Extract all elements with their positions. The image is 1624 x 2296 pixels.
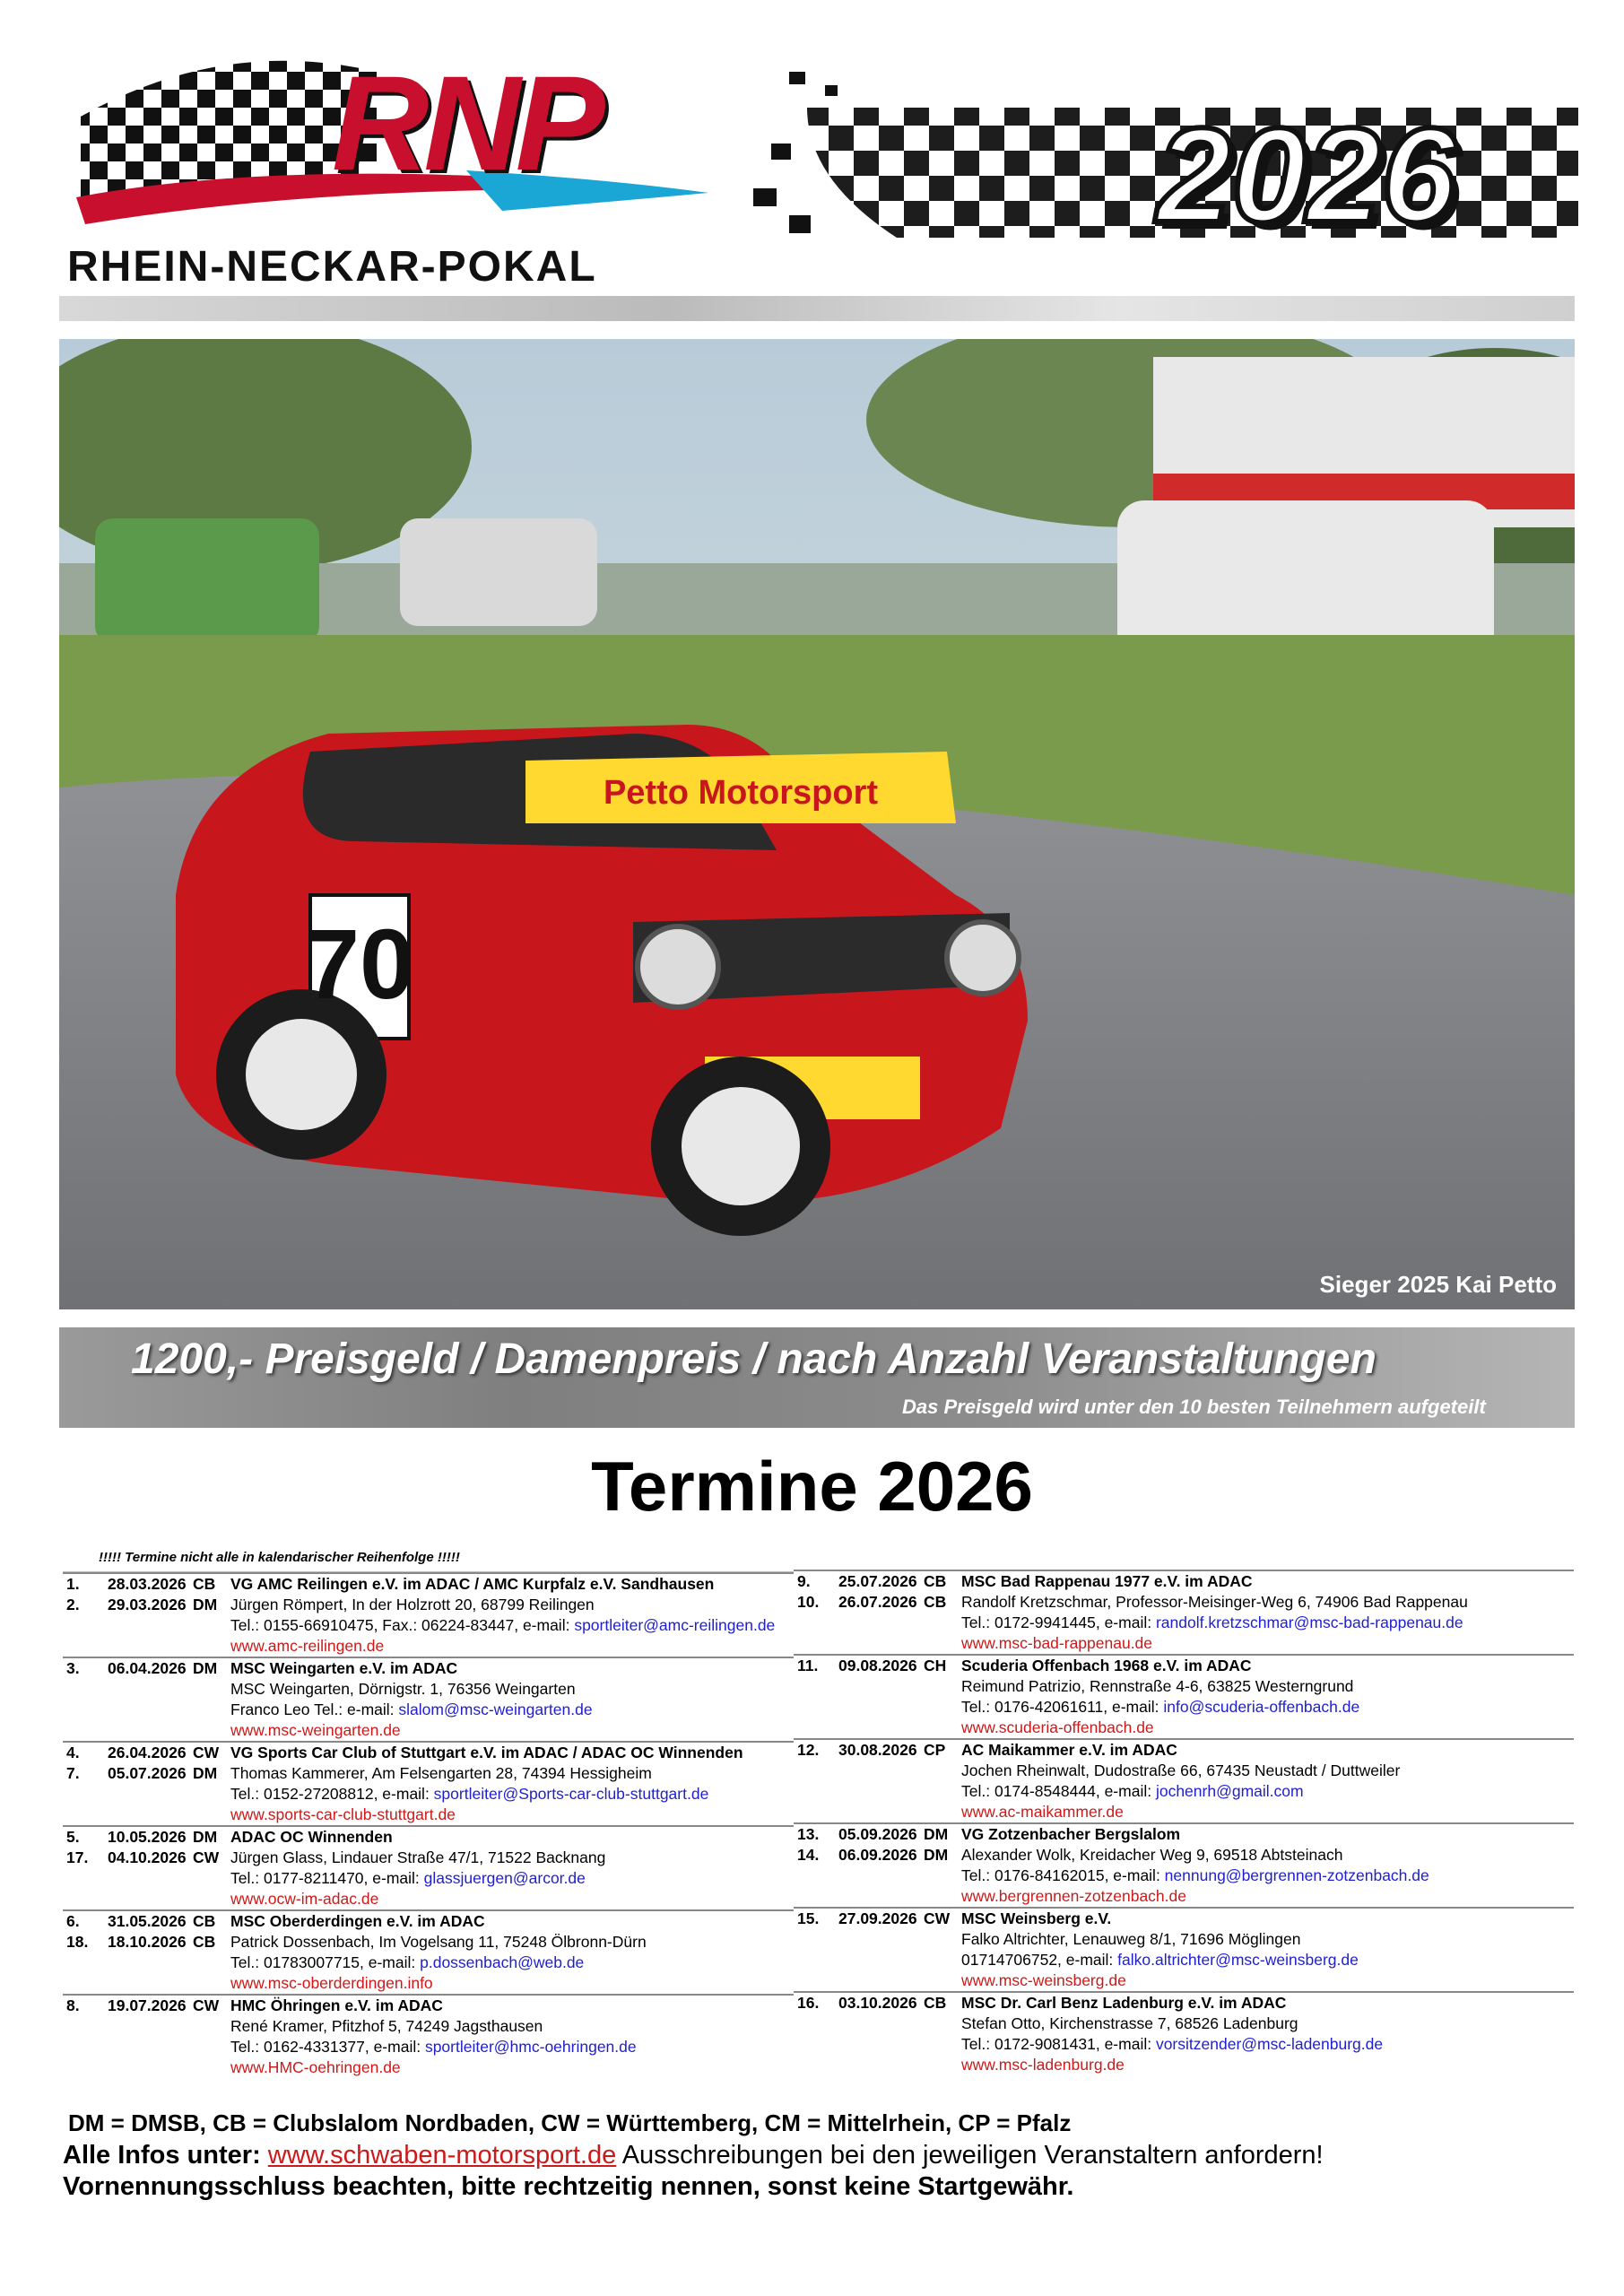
code-legend: DM = DMSB, CB = Clubslalom Nordbaden, CW = Württemberg, CM = Mittelrhein, CP = Pfalz: [68, 2109, 1072, 2136]
event-series-code: DM: [193, 1596, 218, 1613]
event-series-code: CW: [193, 1996, 220, 2014]
event-date: 30.08.2026: [838, 1741, 917, 1759]
event-date: 25.07.2026: [838, 1572, 917, 1590]
event-date: 03.10.2026: [838, 1994, 917, 2012]
photo-caption: Sieger 2025 Kai Petto: [1319, 1271, 1557, 1298]
event-email[interactable]: sportleiter@Sports-car-club-stuttgart.de: [433, 1785, 709, 1803]
event-row: [63, 1679, 794, 1700]
event-series-code: [924, 1676, 961, 1697]
event-number: 12.: [797, 1741, 820, 1759]
event-series-code: DM: [193, 1659, 218, 1677]
event-date: 18.10.2026: [108, 1933, 187, 1951]
event-organizer: MSC Weingarten e.V. im ADAC: [230, 1659, 458, 1677]
event-contact-line: [230, 1784, 794, 1805]
event-number: [794, 1676, 838, 1697]
event-series-code: CB: [193, 1912, 216, 1930]
event-block: [794, 1907, 1574, 1991]
event-block: [63, 1825, 794, 1909]
event-phone: Tel.: 0152-27208812, e-mail:: [230, 1785, 434, 1803]
event-number: 4.: [66, 1744, 80, 1761]
event-block: [63, 1572, 794, 1657]
event-phone: Tel.: 01783007715, e-mail:: [230, 1953, 421, 1971]
event-contact: Stefan Otto, Kirchenstrasse 7, 68526 Ladenburg: [961, 2014, 1298, 2032]
race-car-photo: [59, 339, 1575, 1309]
event-row: [794, 1993, 1574, 2013]
events-list-left: [63, 1572, 794, 2078]
event-row: [63, 2016, 794, 2037]
event-block: [63, 1994, 794, 2078]
event-date: [838, 1676, 924, 1697]
event-number: 9.: [797, 1572, 811, 1590]
event-website[interactable]: www.sports-car-club-stuttgart.de: [230, 1805, 456, 1823]
event-series-code: CB: [924, 1994, 947, 2012]
event-number: 11.: [797, 1657, 819, 1674]
event-series-code: CH: [924, 1657, 947, 1674]
event-number: [794, 2013, 838, 2034]
events-list-right: [794, 1570, 1574, 2075]
event-number: [794, 1761, 838, 1781]
event-date: 26.07.2026: [838, 1593, 917, 1611]
event-date: 28.03.2026: [108, 1575, 187, 1593]
event-number: 7.: [66, 1764, 80, 1782]
event-date: [838, 1929, 924, 1950]
event-website[interactable]: www.amc-reilingen.de: [230, 1637, 385, 1655]
event-row: [794, 1909, 1574, 1929]
logo-subtitle: RHEIN-NECKAR-POKAL: [67, 243, 597, 291]
event-contact-line: [230, 1615, 794, 1636]
event-number: 17.: [66, 1848, 89, 1866]
event-number: 8.: [66, 1996, 80, 2014]
event-row: [63, 1848, 794, 1868]
event-series-code: DM: [193, 1828, 218, 1846]
event-series-code: CB: [924, 1572, 947, 1590]
event-organizer: VG Sports Car Club of Stuttgart e.V. im ADAC / ADAC OC Winnenden: [230, 1744, 743, 1761]
event-date: 31.05.2026: [108, 1912, 187, 1930]
event-website[interactable]: www.HMC-oehringen.de: [230, 2058, 401, 2076]
event-block: [794, 1738, 1574, 1822]
event-series-code: CB: [924, 1593, 947, 1611]
event-phone: Tel.: 0172-9081431, e-mail:: [961, 2035, 1156, 2053]
event-organizer: MSC Dr. Carl Benz Ladenburg e.V. im ADAC: [961, 1994, 1287, 2012]
events-table-left: [63, 1544, 794, 2078]
event-website[interactable]: www.msc-bad-rappenau.de: [961, 1634, 1153, 1652]
event-block: [63, 1909, 794, 1994]
event-number: 18.: [66, 1933, 89, 1951]
event-row: [63, 1911, 794, 1932]
event-phone: Tel.: 0176-42061611, e-mail:: [961, 1698, 1164, 1716]
event-email[interactable]: nennung@bergrennen-zotzenbach.de: [1164, 1866, 1429, 1884]
event-row: [794, 1656, 1574, 1676]
event-date: 05.09.2026: [838, 1825, 917, 1843]
warning-line: Vornennungsschluss beachten, bitte rechtzeitig nennen, sonst keine Startgewähr.: [63, 2172, 1074, 2201]
event-date: 09.08.2026: [838, 1657, 917, 1674]
event-email[interactable]: sportleiter@amc-reilingen.de: [574, 1616, 776, 1634]
event-contact: MSC Weingarten, Dörnigstr. 1, 76356 Weingarten: [230, 1680, 576, 1698]
event-row: [63, 1595, 794, 1615]
event-number: 13.: [797, 1825, 820, 1843]
event-block: [794, 1654, 1574, 1738]
event-row: [63, 1932, 794, 1952]
event-series-code: DM: [924, 1846, 949, 1864]
event-date: 19.07.2026: [108, 1996, 187, 2014]
photo-illustration: [59, 339, 1575, 1309]
event-contact: Jochen Rheinwalt, Dudostraße 66, 67435 Neustadt / Duttweiler: [961, 1761, 1401, 1779]
event-contact: Alexander Wolk, Kreidacher Weg 9, 69518 Abtsteinach: [961, 1846, 1343, 1864]
event-number: 5.: [66, 1828, 80, 1846]
event-series-code: CW: [193, 1744, 220, 1761]
event-email[interactable]: randolf.kretzschmar@msc-bad-rappenau.de: [1155, 1613, 1463, 1631]
event-row: [794, 1571, 1574, 1592]
event-series-code: [924, 1929, 961, 1950]
event-contact: Randolf Kretzschmar, Professor-Meisinger-Weg 6, 74906 Bad Rappenau: [961, 1593, 1468, 1611]
event-number: 15.: [797, 1909, 820, 1927]
events-table-right: [794, 1570, 1574, 2075]
event-series-code: CP: [924, 1741, 946, 1759]
event-contact-line: [230, 1700, 794, 1720]
event-phone: Tel.: 0172-9941445, e-mail:: [961, 1613, 1156, 1631]
event-date: [838, 2013, 924, 2034]
event-series-code: DM: [924, 1825, 949, 1843]
event-contact-line: [961, 1697, 1574, 1718]
event-row: [63, 1658, 794, 1679]
event-series-code: CB: [193, 1933, 216, 1951]
event-email[interactable]: vorsitzender@msc-ladenburg.de: [1155, 2035, 1384, 2053]
event-row: [794, 1824, 1574, 1845]
event-contact-line: [961, 2034, 1574, 2055]
event-contact: Thomas Kammerer, Am Felsengarten 28, 74394 Hessigheim: [230, 1764, 652, 1782]
event-organizer: AC Maikammer e.V. im ADAC: [961, 1741, 1177, 1759]
event-number: 3.: [66, 1659, 80, 1677]
event-organizer: MSC Bad Rappenau 1977 e.V. im ADAC: [961, 1572, 1253, 1590]
event-contact: René Kramer, Pfitzhof 5, 74249 Jagsthausen: [230, 2017, 543, 2035]
event-number: 1.: [66, 1575, 80, 1593]
info-link[interactable]: www.schwaben-motorsport.de: [267, 2141, 617, 2170]
event-date: 06.04.2026: [108, 1659, 187, 1677]
event-organizer: MSC Weinsberg e.V.: [961, 1909, 1112, 1927]
event-organizer: Scuderia Offenbach 1968 e.V. im ADAC: [961, 1657, 1252, 1674]
prize-subtitle: Das Preisgeld wird unter den 10 besten Teilnehmern aufgeteilt: [902, 1396, 1486, 1418]
event-block: [794, 1822, 1574, 1907]
event-organizer: ADAC OC Winnenden: [230, 1828, 393, 1846]
event-email[interactable]: falko.altrichter@msc-weinsberg.de: [1117, 1951, 1359, 1969]
event-row: [63, 1763, 794, 1784]
event-contact-line: [230, 2037, 794, 2057]
event-block: [794, 1570, 1574, 1654]
event-contact-line: [961, 1781, 1574, 1802]
event-organizer: VG AMC Reilingen e.V. im ADAC / AMC Kurpfalz e.V. Sandhausen: [230, 1575, 715, 1593]
event-website[interactable]: www.bergrennen-zotzenbach.de: [961, 1887, 1186, 1905]
event-website[interactable]: www.ocw-im-adac.de: [230, 1890, 379, 1908]
year-title: 2026: [1157, 100, 1456, 250]
event-series-code: CB: [193, 1575, 216, 1593]
event-website[interactable]: www.msc-ladenburg.de: [961, 2056, 1125, 2074]
event-date: 10.05.2026: [108, 1828, 187, 1846]
event-date: [108, 2016, 193, 2037]
event-series-code: CW: [193, 1848, 220, 1866]
event-row: [794, 1761, 1574, 1781]
event-row: [794, 1740, 1574, 1761]
event-website[interactable]: www.msc-weingarten.de: [230, 1721, 401, 1739]
event-organizer: HMC Öhringen e.V. im ADAC: [230, 1996, 443, 2014]
event-series-code: [193, 1679, 230, 1700]
event-series-code: [924, 1761, 961, 1781]
event-organizer: VG Zotzenbacher Bergslalom: [961, 1825, 1181, 1843]
event-date: 27.09.2026: [838, 1909, 917, 1927]
event-date: 04.10.2026: [108, 1848, 187, 1866]
event-number: 2.: [66, 1596, 80, 1613]
header: [0, 0, 1624, 296]
info-line: [63, 2141, 1587, 2170]
event-phone: Tel.: 0174-8548444, e-mail:: [961, 1782, 1156, 1800]
event-date: [108, 1679, 193, 1700]
event-row: [794, 1845, 1574, 1866]
event-website[interactable]: www.scuderia-offenbach.de: [961, 1718, 1154, 1736]
car-number: 70: [304, 909, 415, 1020]
event-row: [794, 1592, 1574, 1613]
windshield-banner: Petto Motorsport: [603, 774, 879, 812]
prize-title: 1200,- Preisgeld / Damenpreis / nach Anzahl Veranstaltungen: [131, 1335, 1376, 1383]
termine-title: Termine 2026: [591, 1447, 1033, 1526]
event-phone: Tel.: 0155-66910475, Fax.: 06224-83447, e-mail:: [230, 1616, 575, 1634]
event-row: [63, 1996, 794, 2016]
event-series-code: DM: [193, 1764, 218, 1782]
event-email[interactable]: info@scuderia-offenbach.de: [1163, 1698, 1360, 1716]
event-phone: Tel.: 0177-8211470, e-mail:: [230, 1869, 424, 1887]
event-date: 06.09.2026: [838, 1846, 917, 1864]
event-organizer: MSC Oberderdingen e.V. im ADAC: [230, 1912, 485, 1930]
event-email[interactable]: glassjuergen@arcor.de: [423, 1869, 586, 1887]
event-block: [63, 1741, 794, 1825]
event-number: [63, 2016, 108, 2037]
event-row: [794, 1929, 1574, 1950]
header-divider-strip: [59, 296, 1575, 321]
event-contact: Jürgen Glass, Lindauer Straße 47/1, 71522 Backnang: [230, 1848, 606, 1866]
event-website[interactable]: www.ac-maikammer.de: [961, 1803, 1124, 1821]
event-contact-line: [961, 1866, 1574, 1886]
event-contact-line: [230, 1952, 794, 1973]
event-number: [63, 1679, 108, 1700]
event-contact-line: [961, 1613, 1574, 1633]
event-contact-line: [961, 1950, 1574, 1970]
event-contact: Reimund Patrizio, Rennstraße 4-6, 63825 Westerngrund: [961, 1677, 1354, 1695]
event-email[interactable]: jochenrh@gmail.com: [1155, 1782, 1304, 1800]
info-label: Alle Infos unter:: [63, 2141, 268, 2170]
event-phone: Franco Leo Tel.: e-mail:: [230, 1700, 399, 1718]
event-series-code: CW: [924, 1909, 951, 1927]
event-series-code: [924, 2013, 961, 2034]
event-row: [794, 2013, 1574, 2034]
event-phone: Tel.: 0176-84162015, e-mail:: [961, 1866, 1165, 1884]
event-number: 6.: [66, 1912, 80, 1930]
event-phone: Tel.: 0162-4331377, e-mail:: [230, 2038, 425, 2056]
event-number: 14.: [797, 1846, 820, 1864]
event-row: [63, 1827, 794, 1848]
event-number: 16.: [797, 1994, 820, 2012]
event-date: 29.03.2026: [108, 1596, 187, 1613]
event-number: 10.: [797, 1593, 820, 1611]
event-date: [838, 1761, 924, 1781]
event-block: [794, 1991, 1574, 2075]
event-contact: Jürgen Römpert, In der Holzrott 20, 68799 Reilingen: [230, 1596, 595, 1613]
event-contact: Patrick Dossenbach, Im Vogelsang 11, 75248 Ölbronn-Dürn: [230, 1933, 647, 1951]
event-email[interactable]: sportleiter@hmc-oehringen.de: [424, 2038, 637, 2056]
event-row: [794, 1676, 1574, 1697]
event-website[interactable]: www.msc-weinsberg.de: [961, 1971, 1126, 1989]
footer: [63, 2109, 1587, 2202]
event-website[interactable]: www.msc-oberderdingen.info: [230, 1974, 433, 1992]
event-number: [794, 1929, 838, 1950]
event-series-code: [193, 2016, 230, 2037]
event-row: [63, 1743, 794, 1763]
event-block: [63, 1657, 794, 1741]
logo-rnp: RNP: [332, 48, 600, 198]
event-contact: Falko Altrichter, Lenauweg 8/1, 71696 Möglingen: [961, 1930, 1301, 1948]
event-contact-line: [230, 1868, 794, 1889]
event-date: 26.04.2026: [108, 1744, 187, 1761]
event-date: 05.07.2026: [108, 1764, 187, 1782]
info-rest: Ausschreibungen bei den jeweiligen Veranstaltern anfordern!: [616, 2141, 1324, 2170]
event-row: [63, 1574, 794, 1595]
event-email[interactable]: slalom@msc-weingarten.de: [398, 1700, 593, 1718]
event-email[interactable]: p.dossenbach@web.de: [420, 1953, 585, 1971]
event-phone: 01714706752, e-mail:: [961, 1951, 1118, 1969]
prize-banner: [59, 1327, 1575, 1428]
table-note: !!!!! Termine nicht alle in kalendarischer Reihenfolge !!!!!: [63, 1544, 794, 1572]
